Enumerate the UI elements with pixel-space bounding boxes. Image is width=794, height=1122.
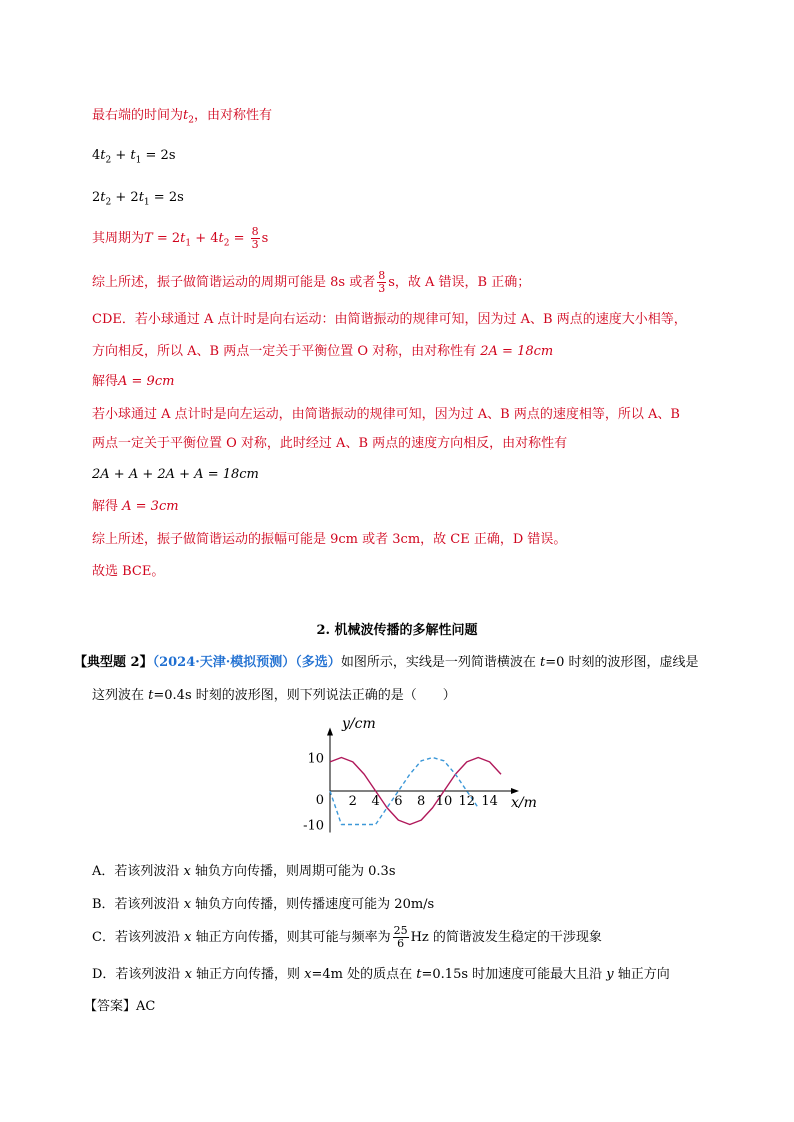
answer: 【答案】AC	[84, 999, 156, 1014]
wave-chart	[300, 712, 537, 840]
x-axis-arrow	[511, 788, 519, 794]
fraction: $\frac{8}{3}$	[251, 225, 259, 251]
x-tick-label: 8	[417, 794, 426, 809]
x-axis-label: x/m	[511, 795, 537, 811]
section-title: 2. 机械波传播的多解性问题	[316, 623, 478, 638]
solution-line-cde: CDE．若小球通过 A 点计时是向右运动：由简谐振动的规律可知，因为过 A、B 两点的速度大小相等，	[92, 312, 687, 327]
option-d: D．若该列波沿 x 轴正方向传播，则 x=4m 处的质点在 t=0.15s 时加速度可能最大且沿 y 轴正方向	[92, 967, 670, 982]
equation-1: $4t_2 + t_1 = 2s$	[92, 148, 176, 166]
solution-line-left-motion-2: 两点一定关于平衡位置 O 对称，此时经过 A、B 两点的速度方向相反，由对称性有	[92, 436, 568, 451]
solution-line-result-2: 解得 A = 3cm	[92, 499, 179, 514]
fraction: $\frac{8}{3}$	[378, 269, 386, 295]
option-a: A．若该列波沿 x 轴负方向传播，则周期可能为 0.3s	[92, 864, 396, 879]
x-tick-label: 12	[458, 794, 476, 809]
y-tick-label: 10	[307, 751, 324, 767]
solution-line-summary-period: 综上所述，振子做简谐运动的周期可能是 8s 或者 $\frac{8}{3}$ s，故 A 错误，B 正确；	[92, 269, 531, 295]
y-axis-arrow	[327, 728, 333, 736]
solution-line-symmetry: 方向相反，所以 A、B 两点一定关于平衡位置 O 对称，由对称性有 2A = 18cm	[92, 344, 554, 359]
y-tick-label: -10	[303, 818, 324, 834]
equation-3: 2A + A + 2A + A = 18cm	[92, 467, 259, 482]
chart-axes	[327, 728, 519, 833]
x-tick-label: 14	[481, 794, 498, 809]
question-stem-2: 这列波在 t=0.4s 时刻的波形图，则下列说法正确的是（ ）	[92, 688, 456, 703]
option-c: C．若该列波沿 x 轴正方向传播，则其可能与频率为 $\frac{25}{6}$ Hz 的简谐波发生稳定的干涉现象	[92, 924, 602, 950]
fraction: $\frac{25}{6}$	[393, 924, 408, 950]
x-tick-label: 10	[435, 794, 453, 809]
x-tick-label: 6	[394, 794, 403, 809]
chart-labels	[303, 716, 537, 834]
x-tick-label: 2	[348, 794, 357, 809]
solution-line-period: 其周期为$T = 2t_1 + 4t_2$ = $\frac{8}{3}$ s	[92, 225, 269, 251]
y-tick-label: 0	[315, 793, 324, 808]
y-axis-label: y/cm	[342, 716, 376, 732]
solution-line-1: 最右端的时间为$t_2$，由对称性有	[92, 108, 272, 126]
solution-line-left-motion: 若小球通过 A 点计时是向左运动，由简谐振动的规律可知，因为过 A、B 两点的速度相等，所以 A、B	[92, 407, 680, 422]
question-source: （2024·天津·模拟预测）（多选）	[152, 655, 341, 670]
x-tick-label: 4	[371, 794, 380, 809]
question-stem-1: 【典型题 2】（2024·天津·模拟预测）（多选）如图所示，实线是一列简谐横波在 t=0 时刻的波形图，虚线是	[74, 655, 699, 670]
option-b: B．若该列波沿 x 轴负方向传播，则传播速度可能为 20m/s	[92, 897, 435, 912]
equation-2: $2t_2 + 2t_1 = 2s$	[92, 190, 184, 208]
solution-line-summary-amplitude: 综上所述，振子做简谐运动的振幅可能是 9cm 或者 3cm，故 CE 正确，D 错误。	[92, 532, 567, 547]
solution-line-choice: 故选 BCE。	[92, 564, 165, 579]
solution-line-result-1: 解得A = 9cm	[92, 374, 175, 389]
question-tag: 【典型题 2】	[74, 655, 153, 670]
